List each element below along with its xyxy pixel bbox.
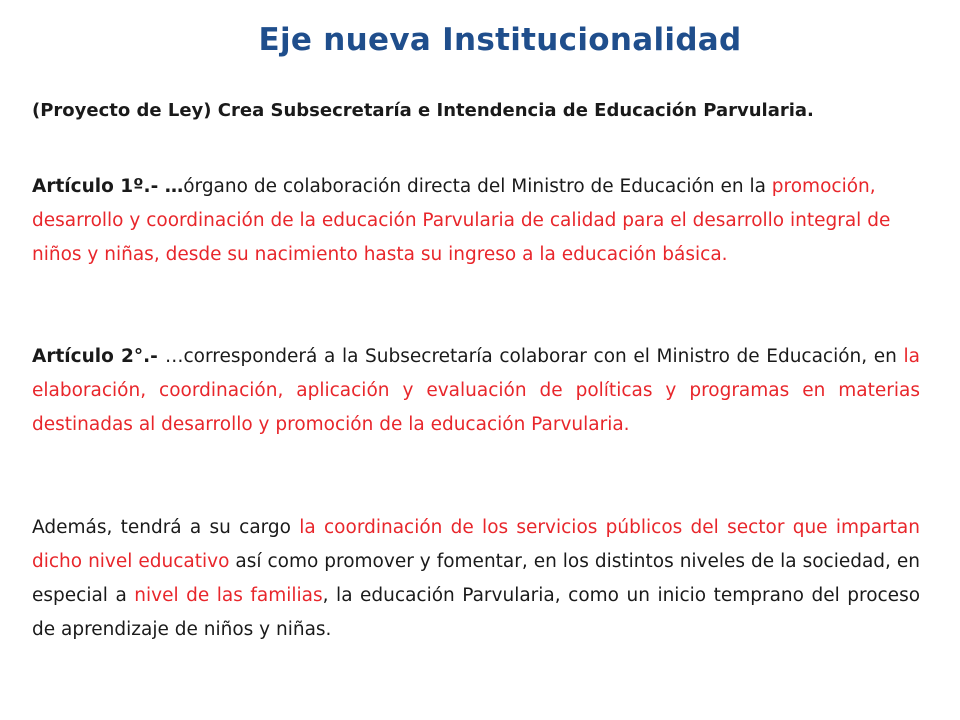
article-2-text: …corresponderá a la Subsecretaría colaborar con el Ministro de Educación, en [165,346,904,367]
article-1-highlight: promoción, desarrollo y coordinación de la educación Parvularia de calidad para el desarrollo integral de niños y niñas, desde su nacimiento hasta su ingreso a la educación básica. [32,176,891,265]
article-1-paragraph [32,170,920,272]
additional-text-2: así como promover y fomentar, en los distintos niveles de la sociedad, en especial a [32,551,920,606]
additional-text-3: , la educación Parvularia, como un inicio temprano del proceso de aprendizaje de niños y niñas. [32,585,921,640]
article-1-label: Artículo 1º.- … [32,176,184,197]
additional-text-1: Además, tendrá a su cargo [32,517,300,538]
article-2-paragraph [32,340,920,442]
article-1-text: órgano de colaboración directa del Ministro de Educación en la [183,176,772,197]
additional-paragraph [32,511,920,647]
slide-title: Eje nueva Institucionalidad [258,22,742,58]
article-2-highlight: la elaboración, coordinación, aplicación y evaluación de políticas y programas en materias destinadas al desarrollo y promoción de la educación Parvularia. [32,346,920,435]
additional-highlight-2: nivel de las familias [134,585,323,606]
bill-subtitle: (Proyecto de Ley) Crea Subsecretaría e Intendencia de Educación Parvularia. [32,100,814,121]
article-2-label: Artículo 2°.- [32,346,166,367]
additional-highlight-1: la coordinación de los servicios públicos del sector que impartan dicho nivel educativo [32,517,920,572]
